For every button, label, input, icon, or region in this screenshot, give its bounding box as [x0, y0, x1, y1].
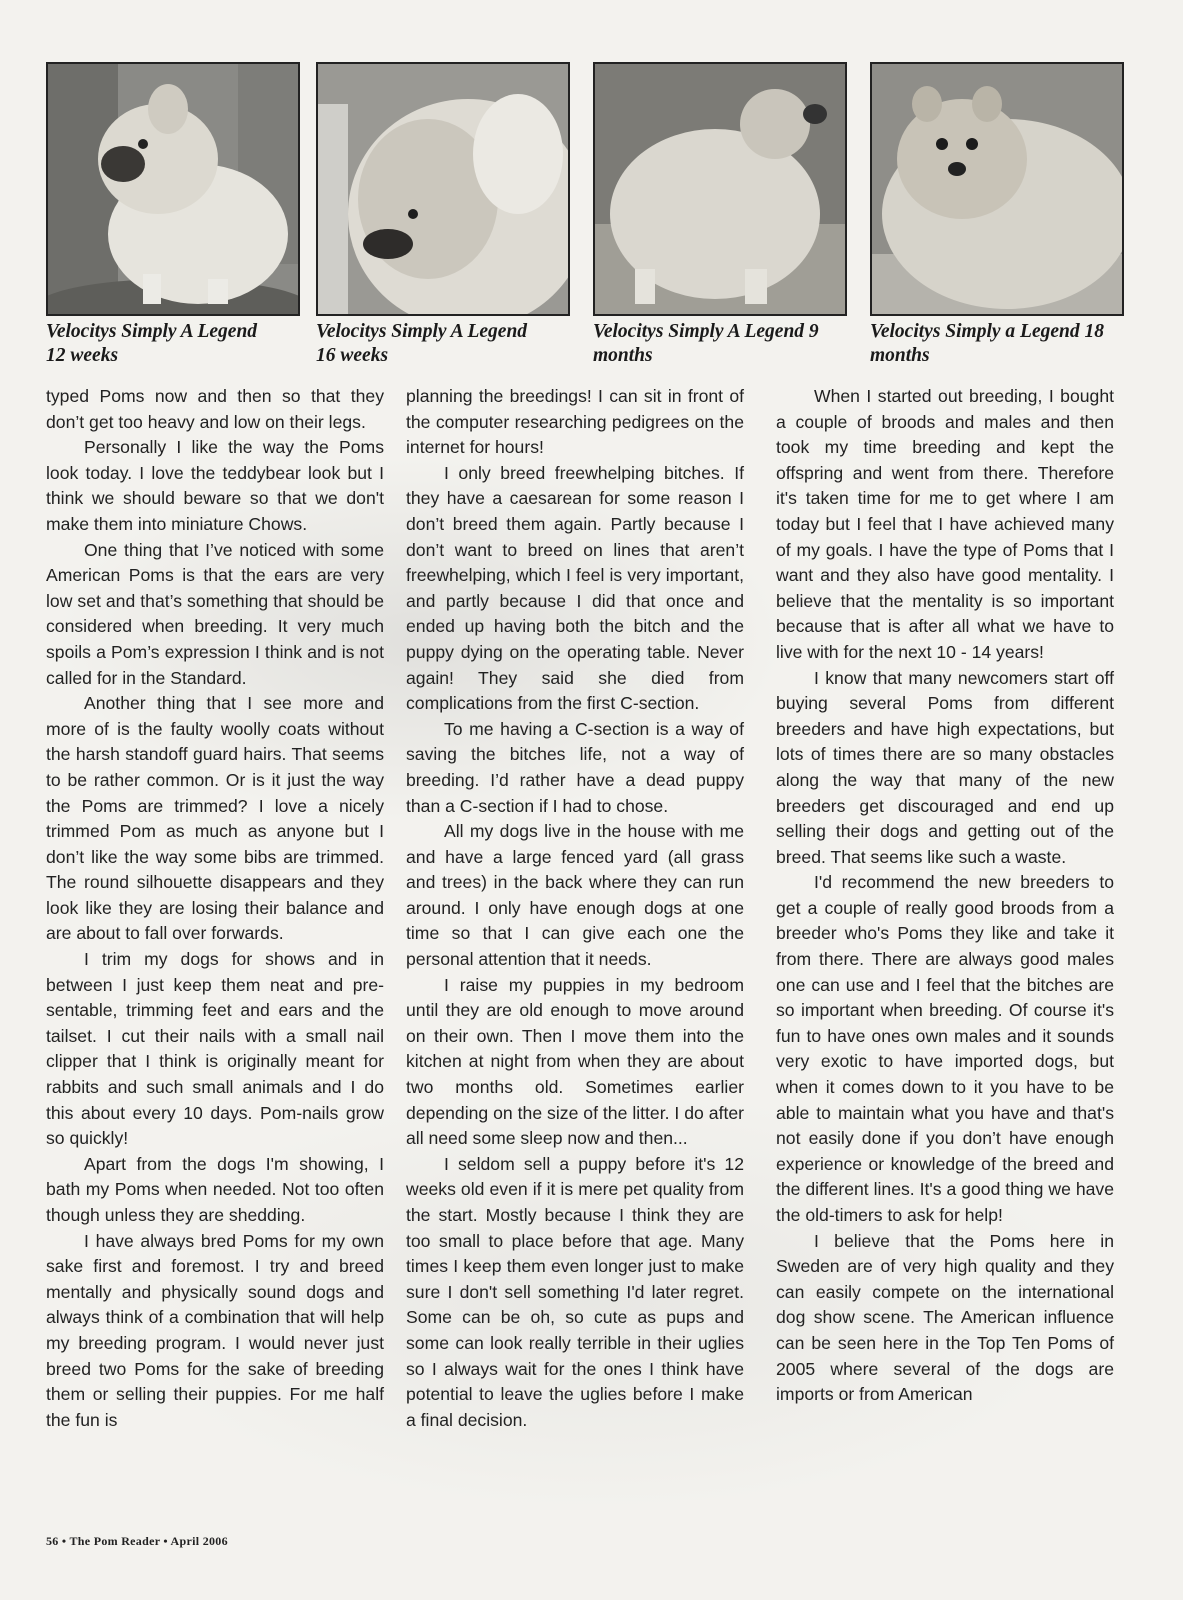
article-column-1	[46, 384, 384, 1433]
pomeranian-photo-16-weeks	[316, 62, 570, 316]
caption-name: Velocitys Simply a Legend 18	[870, 321, 1104, 342]
caption-name: Velocitys Simply A Legend	[46, 321, 258, 342]
paragraph: To me having a C-section is a way of saving the bitches life, not a way of breeding. I’d rather have a dead puppy than a C-section if I had to chose.	[406, 718, 744, 816]
caption-age: months	[870, 345, 930, 366]
article-column-2	[406, 384, 744, 1433]
paragraph: When I started out breeding, I bought a couple of broods and males and then took my time breeding and kept the offspring and went from there. Therefore it's taken time for me to get where I am today but I feel that I have achieved many of my goals. I have the type of Poms that I want and they also have good mentality. I believe that the mentality is so important because that is after all what we have to live with for the next 10 - 14 years!	[776, 386, 1114, 662]
photo-block-4	[870, 62, 1124, 368]
caption-age: 16 weeks	[316, 345, 389, 366]
photo-caption	[46, 320, 300, 368]
paragraph: I trim my dogs for shows and in between I just keep them neat and presentable, trimming feet and ears and the tailset. I cut their nails with a small nail clipper that I think is originally meant for rabbits and such small animals and I do this about every 10 days. Pom-nails grow so quickly!	[46, 949, 384, 1149]
pomeranian-photo-9-months	[593, 62, 847, 316]
paragraph: Apart from the dogs I'm showing, I bath my Poms when needed. Not too often though unless they are shedding.	[46, 1153, 384, 1225]
article-column-3	[776, 384, 1114, 1408]
photo-caption	[316, 320, 570, 368]
page-footer: 56 • The Pom Reader • April 2006	[46, 1534, 228, 1548]
caption-name: Velocitys Simply A Legend	[316, 321, 528, 342]
paragraph: One thing that I’ve noticed with some American Poms is that the ears are very low set and that’s something that should be considered when breeding. It very much spoils a Pom’s expression I think and is not called for in the Standard.	[46, 539, 384, 688]
pomeranian-photo-12-weeks	[46, 62, 300, 316]
paragraph: All my dogs live in the house with me and have a large fenced yard (all grass and trees) in the back where they can run around. I only have enough dogs at one time so that I can give each one the personal attention that it needs.	[406, 821, 744, 970]
paragraph: planning the breedings! I can sit in front of the computer researching pedigrees on the internet for hours!	[406, 386, 744, 458]
paragraph: I have always bred Poms for my own sake first and foremost. I try and breed mentally and physically sound dogs and always think of a combination that will help my breeding program. I would never just breed two Poms for the sake of breeding them or selling their puppies. For me half the fun is	[46, 1230, 384, 1430]
caption-age: months	[593, 345, 653, 366]
paragraph: I seldom sell a puppy before it's 12 weeks old even if it is mere pet quality from the start. Mostly because I think they are too small to place before that age. Many times I keep them even longer just to make sure I don't sell something I'd later regret. Some can be oh, so cute as pups and some can look really terrible in their uglies so I always wait for the ones I think have potential to leave the uglies before I make a final decision.	[406, 1153, 744, 1430]
photo-caption	[870, 320, 1124, 368]
caption-age: 12 weeks	[46, 345, 119, 366]
paragraph: I raise my puppies in my bedroom until they are old enough to move around on their own. Then I move them into the kitchen at night from when they are about two months old. Sometimes earlier depending on the size of the litter. I do after all need some sleep now and then...	[406, 974, 744, 1149]
paragraph: Personally I like the way the Poms look today. I love the teddybear look but I think we should beware so that we don't make them into miniature Chows.	[46, 437, 384, 534]
paragraph: I only breed freewhelping bitches. If they have a caesarean for some reason I don’t breed them again. Partly because I don’t want to breed on lines that aren’t freewhelping, which I feel is very important, and partly because I did that once and ended up having both the bitch and the puppy dying on the operating table. Never again! They said she died from complications from the first C-section.	[406, 462, 744, 714]
article-body	[46, 384, 1126, 1534]
photo-strip	[46, 62, 1146, 374]
caption-name: Velocitys Simply A Legend 9	[593, 321, 819, 342]
paragraph: I'd recommend the new breeders to get a couple of really good broods from a breeder who's Poms they like and take it from there. There are always good males one can use and I feel that the bitches are so important when breeding. Of course it's fun to have ones own males and it sounds very exotic to have imported dogs, but when it comes down to it you have to be able to maintain what you have and that's not easily done if you don’t have enough experience or knowledge of the breed and the different lines. It's a good thing we have the old-timers to ask for help!	[776, 872, 1114, 1225]
pomeranian-photo-18-months	[870, 62, 1124, 316]
photo-block-3	[593, 62, 847, 368]
paragraph: Another thing that I see more and more of is the faulty woolly coats without the harsh standoff guard hairs. That seems to be rather common. Or is it just the way the Poms are trimmed? I love a nicely trimmed Pom as much as anyone but I don’t like the way some bibs are trimmed. The round silhouette disappears and they look like they are losing their balance and are about to fall over forwards.	[46, 693, 384, 944]
paragraph: I believe that the Poms here in Sweden are of very high quality and they can easily compete on the international dog show scene. The American influence can be seen here in the Top Ten Poms of 2005 where several of the dogs are imports or from American	[776, 1230, 1114, 1405]
paragraph: I know that many newcomers start off buying several Poms from different breeders and have high expectations, but lots of times there are so many obstacles along the way that many of the new breeders get discouraged and end up selling their dogs and getting out of the breed. That seems like such a waste.	[776, 667, 1114, 867]
photo-block-2	[316, 62, 570, 368]
photo-block-1	[46, 62, 300, 368]
paragraph: typed Poms now and then so that they don’t get too heavy and low on their legs.	[46, 386, 384, 432]
photo-caption	[593, 320, 847, 368]
